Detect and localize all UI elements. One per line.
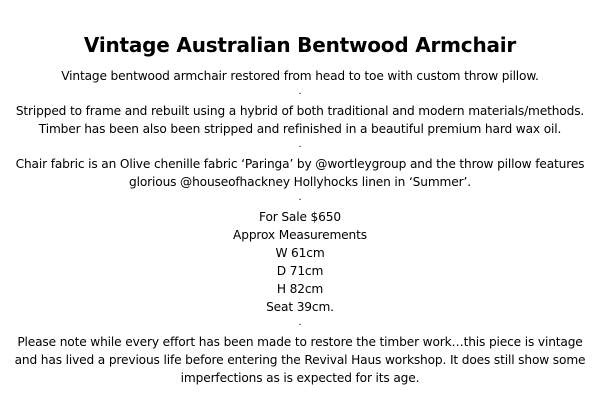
restoration-line-1: Stripped to frame and rebuilt using a hybrid of both traditional and modern materials/methods. [15,104,585,118]
intro-line: Vintage bentwood armchair restored from head to toe with custom throw pillow. [61,69,539,83]
restoration-line-2: Timber has been also been stripped and refinished in a beautiful premium hard wax oil. [38,122,562,136]
fabric-line-1: Chair fabric is an Olive chenille fabric ‘Paringa’ by @wortleygroup and the throw pillow features [15,157,585,171]
measurement-width: W 61cm [275,246,325,260]
note-line-1: Please note while every effort has been made to restore the timber work…this piece is vintage [17,335,583,349]
price-line: For Sale $650 [259,210,341,224]
measurement-height: H 82cm [276,282,324,296]
fabric-line-2: glorious @houseofhackney Hollyhocks linen in ‘Summer’. [129,175,471,189]
separator-dot: . [298,86,302,97]
separator-dot: . [298,192,302,203]
separator-dot: . [298,317,302,328]
note-line-3: imperfections as is expected for its age. [180,371,420,385]
separator-dot: . [298,139,302,150]
note-line-2: and has lived a previous life before entering the Revival Haus workshop. It does still show some [14,353,586,367]
listing-title: Vintage Australian Bentwood Armchair [83,33,517,57]
measurements-heading: Approx Measurements [233,228,367,242]
listing-description [0,67,600,387]
measurement-seat: Seat 39cm. [266,300,334,314]
measurement-depth: D 71cm [276,264,324,278]
